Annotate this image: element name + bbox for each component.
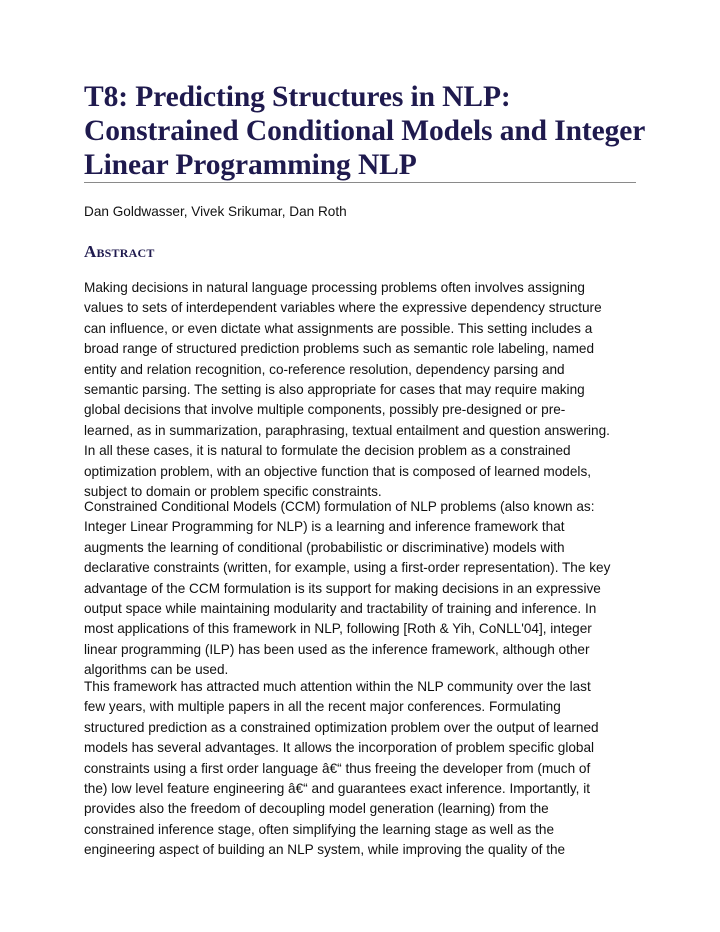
text-line: learned, as in summarization, paraphrasing, textual entailment and question answering.: [84, 422, 610, 438]
text-line: entity and relation recognition, co-reference resolution, dependency parsing and: [84, 361, 565, 377]
text-line: Constrained Conditional Models (CCM) formulation of NLP problems (also known as:: [84, 499, 595, 514]
text-line: declarative constraints (written, for example, using a first-order representation). The key: [84, 560, 611, 576]
title-line: Linear Programming NLP: [84, 149, 417, 181]
abstract-paragraph-1: [84, 278, 644, 502]
text-line: Integer Linear Programming for NLP) is a learning and inference framework that: [84, 519, 565, 535]
text-line: values to sets of interdependent variables where the expressive dependency structure: [84, 300, 602, 316]
text-line: structured prediction as a constrained optimization problem over the output of learned: [84, 719, 599, 735]
text-line: optimization problem, with an objective function that is composed of learned models,: [84, 463, 592, 479]
text-line: global decisions that involve multiple components, possibly pre-designed or pre-: [84, 402, 566, 418]
text-line: few years, with multiple papers in all the recent major conferences. Formulating: [84, 699, 561, 715]
title-divider: [84, 182, 636, 183]
title-line: T8: Predicting Structures in NLP:: [84, 81, 511, 113]
text-line: augments the learning of conditional (probabilistic or discriminative) models with: [84, 539, 565, 555]
abstract-paragraph-3: [84, 677, 644, 861]
text-line: can influence, or even dictate what assignments are possible. This setting includes a: [84, 320, 593, 336]
text-line: linear programming (ILP) has been used as the inference framework, although other: [84, 641, 590, 657]
text-line: output space while maintaining modularity and tractability of training and inference. In: [84, 601, 597, 617]
text-line: the) low level feature engineering â€“ and guarantees exact inference. Importantly, it: [84, 781, 591, 797]
text-line: engineering aspect of building an NLP system, while improving the quality of the: [84, 842, 566, 858]
text-line: models has several advantages. It allows the incorporation of problem specific global: [84, 740, 595, 756]
text-line: subject to domain or problem specific constraints.: [84, 484, 382, 500]
text-line: semantic parsing. The setting is also appropriate for cases that may require making: [84, 382, 585, 398]
text-line: In all these cases, it is natural to formulate the decision problem as a constrained: [84, 443, 571, 459]
text-line: broad range of structured prediction problems such as semantic role labeling, named: [84, 341, 595, 357]
title-line: Constrained Conditional Models and Integer: [84, 115, 646, 147]
document-title: [84, 80, 646, 182]
text-line: algorithms can be used.: [84, 662, 229, 678]
text-line: constraints using a first order language â€“ thus freeing the developer from (much of: [84, 760, 591, 776]
author-list: Dan Goldwasser, Vivek Srikumar, Dan Roth: [84, 204, 347, 219]
text-line: Making decisions in natural language processing problems often involves assigning: [84, 280, 585, 295]
text-line: This framework has attracted much attention within the NLP community over the last: [84, 679, 591, 694]
text-line: provides also the freedom of decoupling model generation (learning) from the: [84, 801, 549, 817]
abstract-heading: Abstract: [84, 242, 155, 261]
text-line: advantage of the CCM formulation is its support for making decisions in an expressive: [84, 580, 601, 596]
text-line: most applications of this framework in NLP, following [Roth & Yih, CoNLL'04], integer: [84, 621, 592, 637]
abstract-paragraph-2: [84, 497, 644, 681]
text-line: constrained inference stage, often simplifying the learning stage as well as the: [84, 821, 555, 837]
